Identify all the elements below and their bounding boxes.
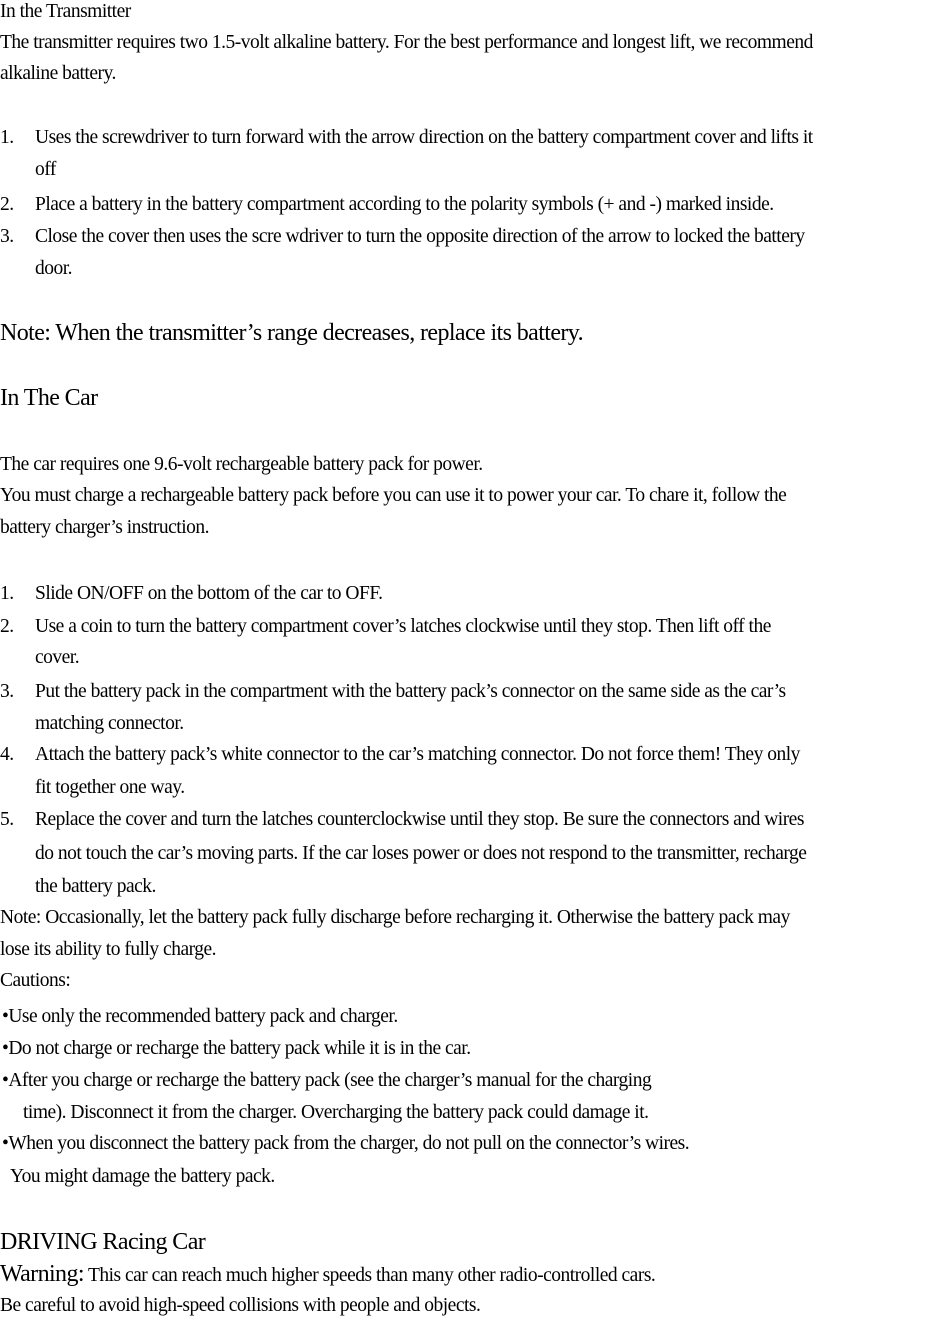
warning-label: Warning: <box>0 1261 84 1287</box>
cautions-heading: Cautions: <box>0 970 71 991</box>
transmitter-step-number: 3. <box>0 226 14 247</box>
careful-line: Be careful to avoid high-speed collisions with people and objects. <box>0 1295 481 1316</box>
car-step-text: fit together one way. <box>35 777 185 798</box>
transmitter-step-number: 1. <box>0 127 14 148</box>
caution-item-continued: You might damage the battery pack. <box>10 1166 275 1187</box>
car-step-text: Attach the battery pack’s white connector to the car’s matching connector. Do not force them! They only <box>35 744 800 765</box>
car-step-text: Put the battery pack in the compartment with the battery pack’s connector on the same side as the car’s <box>35 681 786 702</box>
car-step-text: the battery pack. <box>35 876 156 897</box>
transmitter-step-number: 2. <box>0 194 14 215</box>
caution-item: •Do not charge or recharge the battery pack while it is in the car. <box>2 1038 471 1059</box>
transmitter-step-text: off <box>35 159 56 180</box>
caution-item-continued: time). Disconnect it from the charger. Overcharging the battery pack could damage it. <box>23 1102 649 1123</box>
car-intro-line1: The car requires one 9.6-volt rechargeable battery pack for power. <box>0 454 483 475</box>
driving-heading: DRIVING Racing Car <box>0 1229 206 1255</box>
warning-line <box>0 1262 655 1286</box>
car-step-number: 5. <box>0 809 14 830</box>
transmitter-intro-line1: The transmitter requires two 1.5-volt alkaline battery. For the best performance and longest lift, we recommend <box>0 32 813 53</box>
car-step-number: 2. <box>0 616 14 637</box>
car-heading: In The Car <box>0 385 98 411</box>
car-step-text: Use a coin to turn the battery compartment cover’s latches clockwise until they stop. Then lift off the <box>35 616 771 637</box>
car-step-number: 1. <box>0 583 14 604</box>
car-step-text: Slide ON/OFF on the bottom of the car to OFF. <box>35 583 383 604</box>
transmitter-intro-line2: alkaline battery. <box>0 63 116 84</box>
transmitter-heading: In the Transmitter <box>0 1 131 22</box>
warning-text: This car can reach much higher speeds than many other radio-controlled cars. <box>87 1265 656 1286</box>
car-note-line2: lose its ability to fully charge. <box>0 939 217 960</box>
caution-item: •Use only the recommended battery pack and charger. <box>2 1006 398 1027</box>
transmitter-note: Note: When the transmitter’s range decreases, replace its battery. <box>0 320 584 346</box>
caution-item: •When you disconnect the battery pack from the charger, do not pull on the connector’s wires. <box>2 1133 690 1154</box>
car-intro-line3: battery charger’s instruction. <box>0 517 210 538</box>
transmitter-step-text: Close the cover then uses the scre wdriver to turn the opposite direction of the arrow to locked the battery <box>35 226 805 247</box>
transmitter-step-text: door. <box>35 258 73 279</box>
transmitter-step-text: Uses the screwdriver to turn forward with the arrow direction on the battery compartment cover and lifts it <box>35 127 813 148</box>
car-step-text: matching connector. <box>35 713 184 734</box>
transmitter-step-text: Place a battery in the battery compartment according to the polarity symbols (+ and -) marked inside. <box>35 194 774 215</box>
car-note-line1: Note: Occasionally, let the battery pack fully discharge before recharging it. Otherwise the battery pack may <box>0 907 790 928</box>
car-step-text: Replace the cover and turn the latches counterclockwise until they stop. Be sure the connectors and wires <box>35 809 804 830</box>
caution-item: •After you charge or recharge the battery pack (see the charger’s manual for the charging <box>2 1070 652 1091</box>
car-step-number: 4. <box>0 744 14 765</box>
car-step-text: cover. <box>35 647 80 668</box>
car-intro-line2: You must charge a rechargeable battery pack before you can use it to power your car. To chare it, follow the <box>0 485 787 506</box>
car-step-text: do not touch the car’s moving parts. If the car loses power or does not respond to the transmitter, recharge <box>35 843 807 864</box>
car-step-number: 3. <box>0 681 14 702</box>
